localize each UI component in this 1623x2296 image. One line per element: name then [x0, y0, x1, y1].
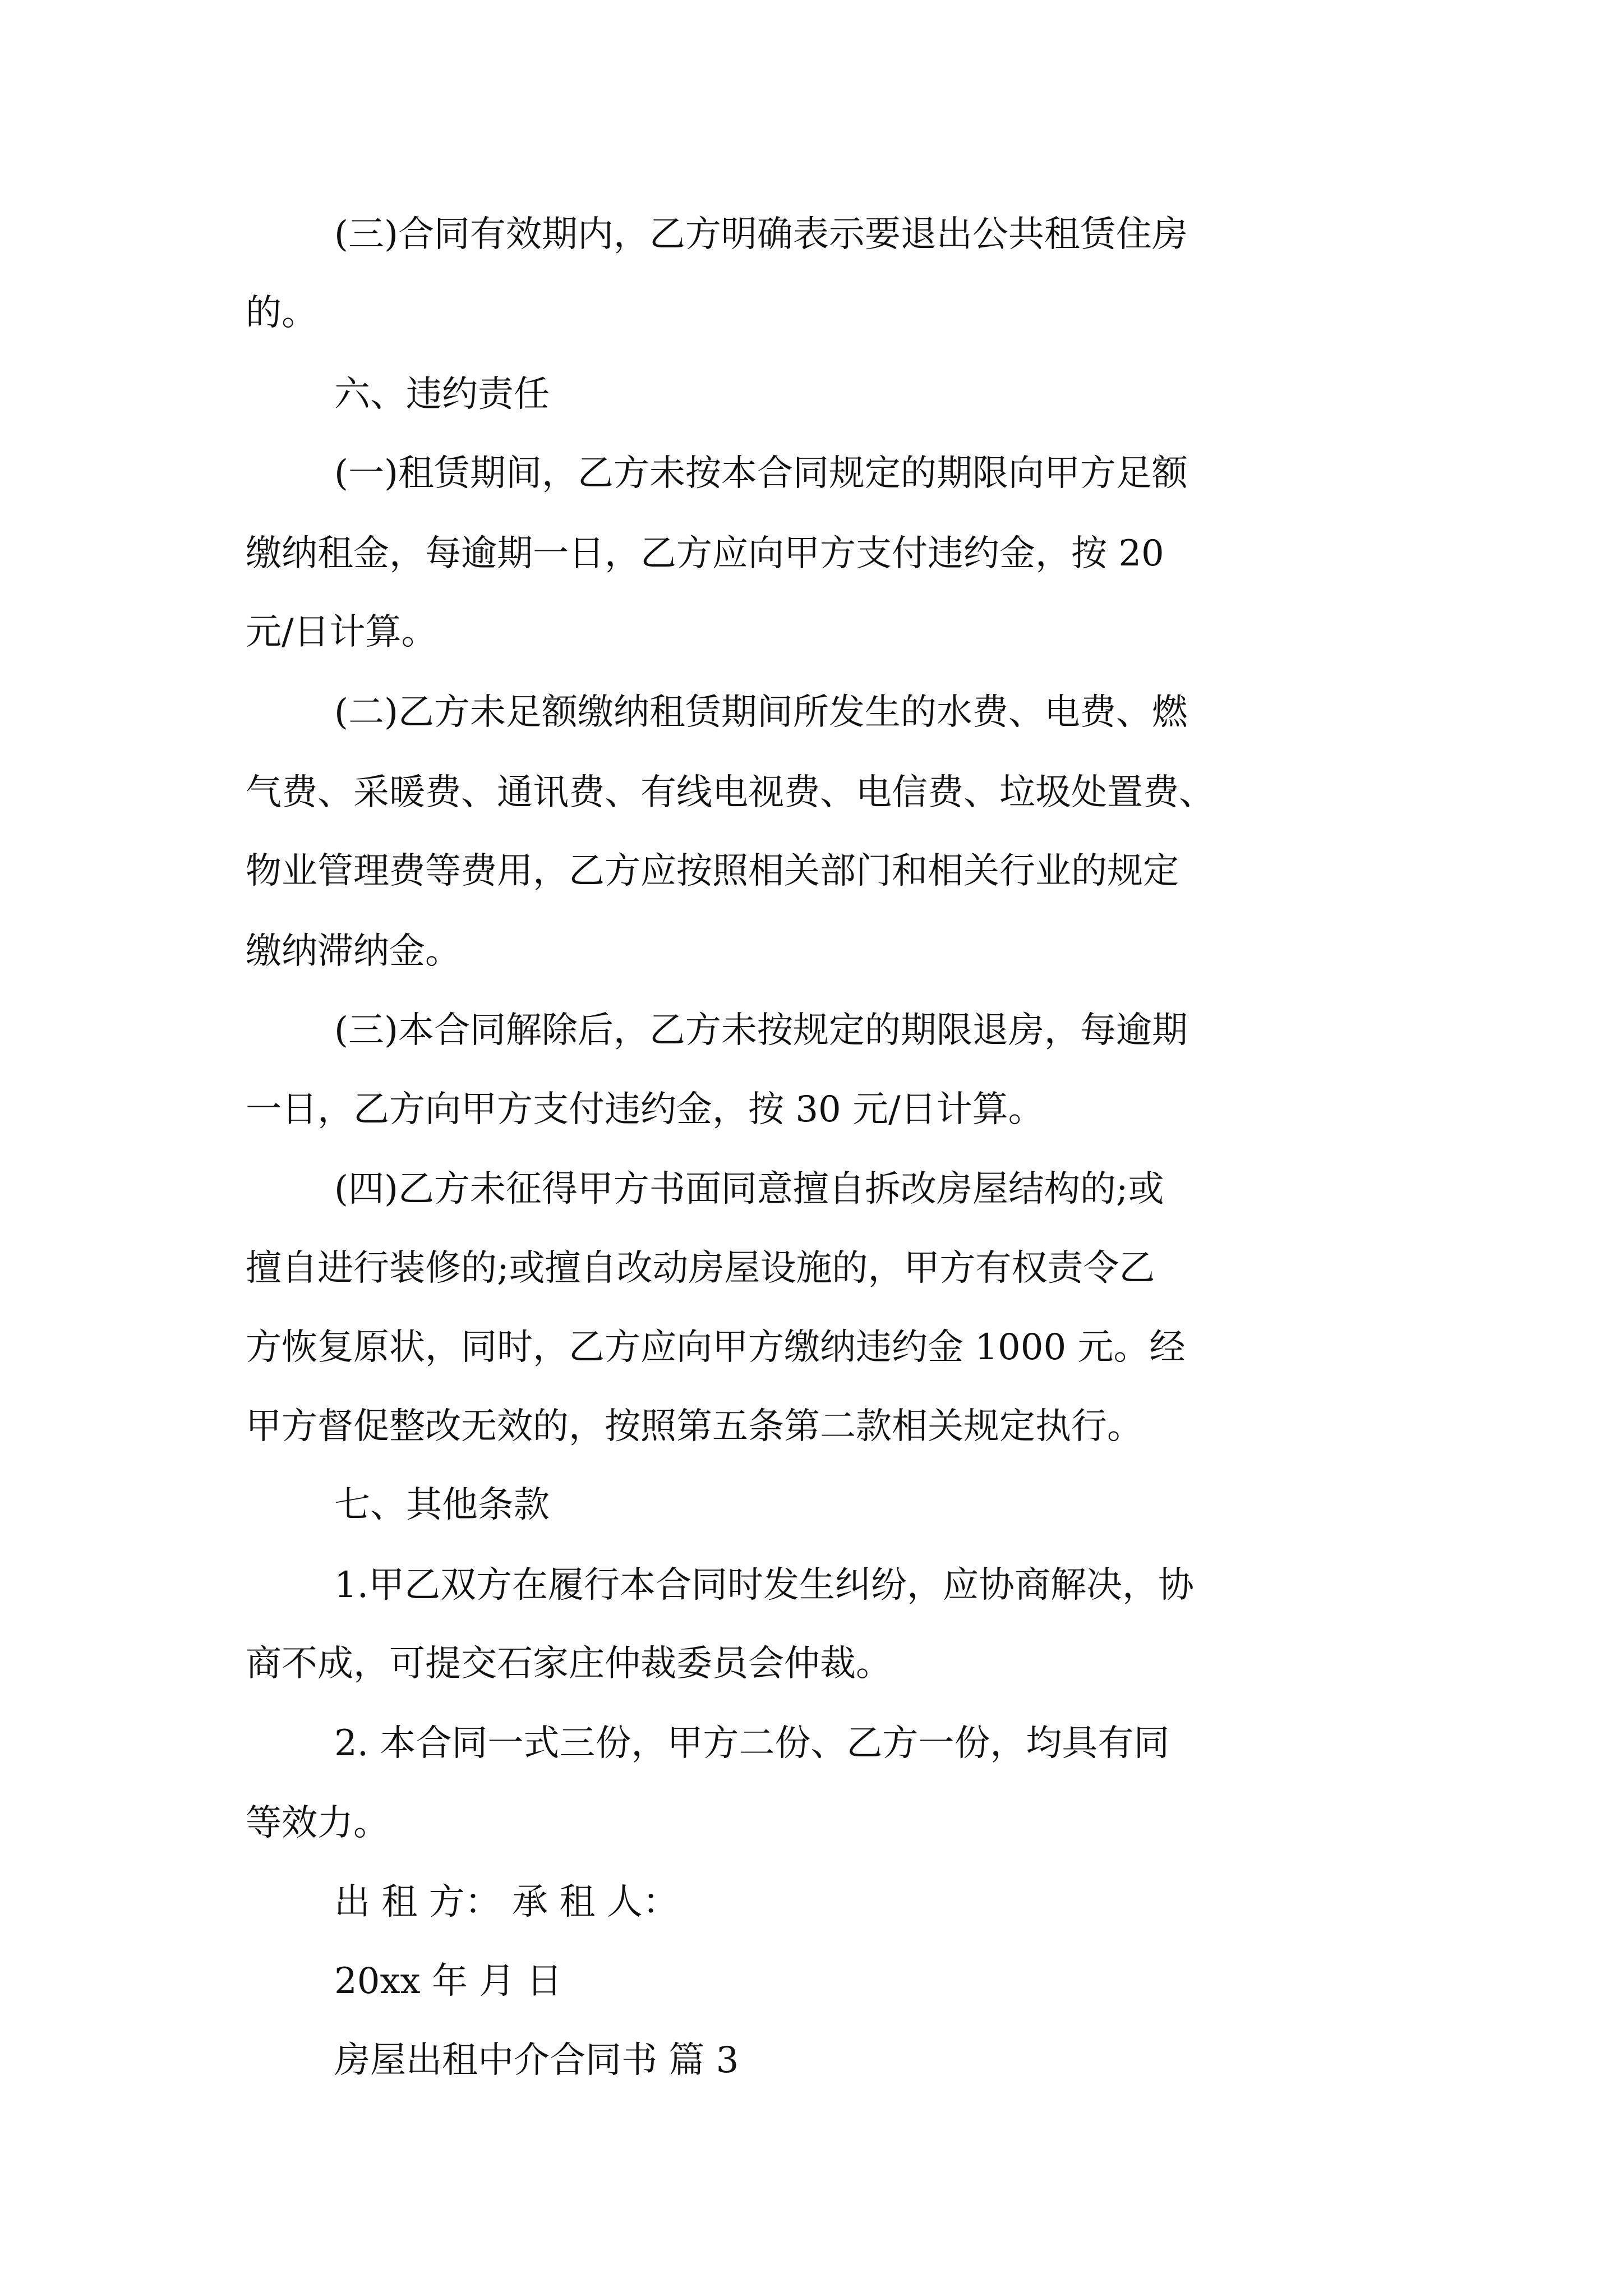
- clause-6-1-line-3: 元/日计算。: [246, 611, 437, 653]
- clause-7-1-line-1: 1.甲乙双方在履行本合同时发生纠纷，应协商解决，协: [334, 1565, 1195, 1606]
- clause-6-4-line-4: 甲方督促整改无效的，按照第五条第二款相关规定执行。: [246, 1406, 1143, 1447]
- clause-5-3-line-1: (三)合同有效期内，乙方明确表示要退出公共租赁住房: [334, 214, 1188, 255]
- clause-7-2-line-2: 等效力。: [246, 1802, 389, 1844]
- signature-parties-line: 出 租 方： 承 租 人：: [334, 1881, 679, 1923]
- clause-6-2-line-1: (二)乙方未足额缴纳租赁期间所发生的水费、电费、燃: [334, 692, 1188, 733]
- clause-6-4-line-3: 方恢复原状，同时，乙方应向甲方缴纳违约金 1000 元。经: [246, 1327, 1186, 1368]
- section-6-heading: 六、违约责任: [334, 374, 550, 415]
- signature-date-line: 20xx 年 月 日: [334, 1961, 562, 2002]
- section-7-heading: 七、其他条款: [334, 1484, 550, 1526]
- clause-7-2-line-1: 2. 本合同一式三份，甲方二份、乙方一份，均具有同: [334, 1723, 1170, 1764]
- clause-6-3-line-1: (三)本合同解除后，乙方未按规定的期限退房，每逾期: [334, 1010, 1188, 1051]
- clause-5-3-line-2: 的。: [246, 292, 317, 334]
- clause-6-2-line-4: 缴纳滞纳金。: [246, 931, 461, 972]
- clause-6-1-line-1: (一)租赁期间，乙方未按本合同规定的期限向甲方足额: [334, 453, 1188, 494]
- next-section-title: 房屋出租中介合同书 篇 3: [334, 2040, 739, 2081]
- clause-6-2-line-2: 气费、采暖费、通讯费、有线电视费、电信费、垃圾处置费、: [246, 772, 1215, 813]
- clause-6-4-line-2: 擅自进行装修的;或擅自改动房屋设施的，甲方有权责令乙: [246, 1248, 1155, 1289]
- clause-6-4-line-1: (四)乙方未征得甲方书面同意擅自拆改房屋结构的;或: [334, 1168, 1164, 1210]
- clause-6-2-line-3: 物业管理费等费用，乙方应按照相关部门和相关行业的规定: [246, 850, 1179, 892]
- clause-6-3-line-2: 一日，乙方向甲方支付违约金，按 30 元/日计算。: [246, 1089, 1044, 1130]
- clause-6-1-line-2: 缴纳租金，每逾期一日，乙方应向甲方支付违约金，按 20: [246, 533, 1164, 574]
- clause-7-1-line-2: 商不成，可提交石家庄仲裁委员会仲裁。: [246, 1643, 892, 1685]
